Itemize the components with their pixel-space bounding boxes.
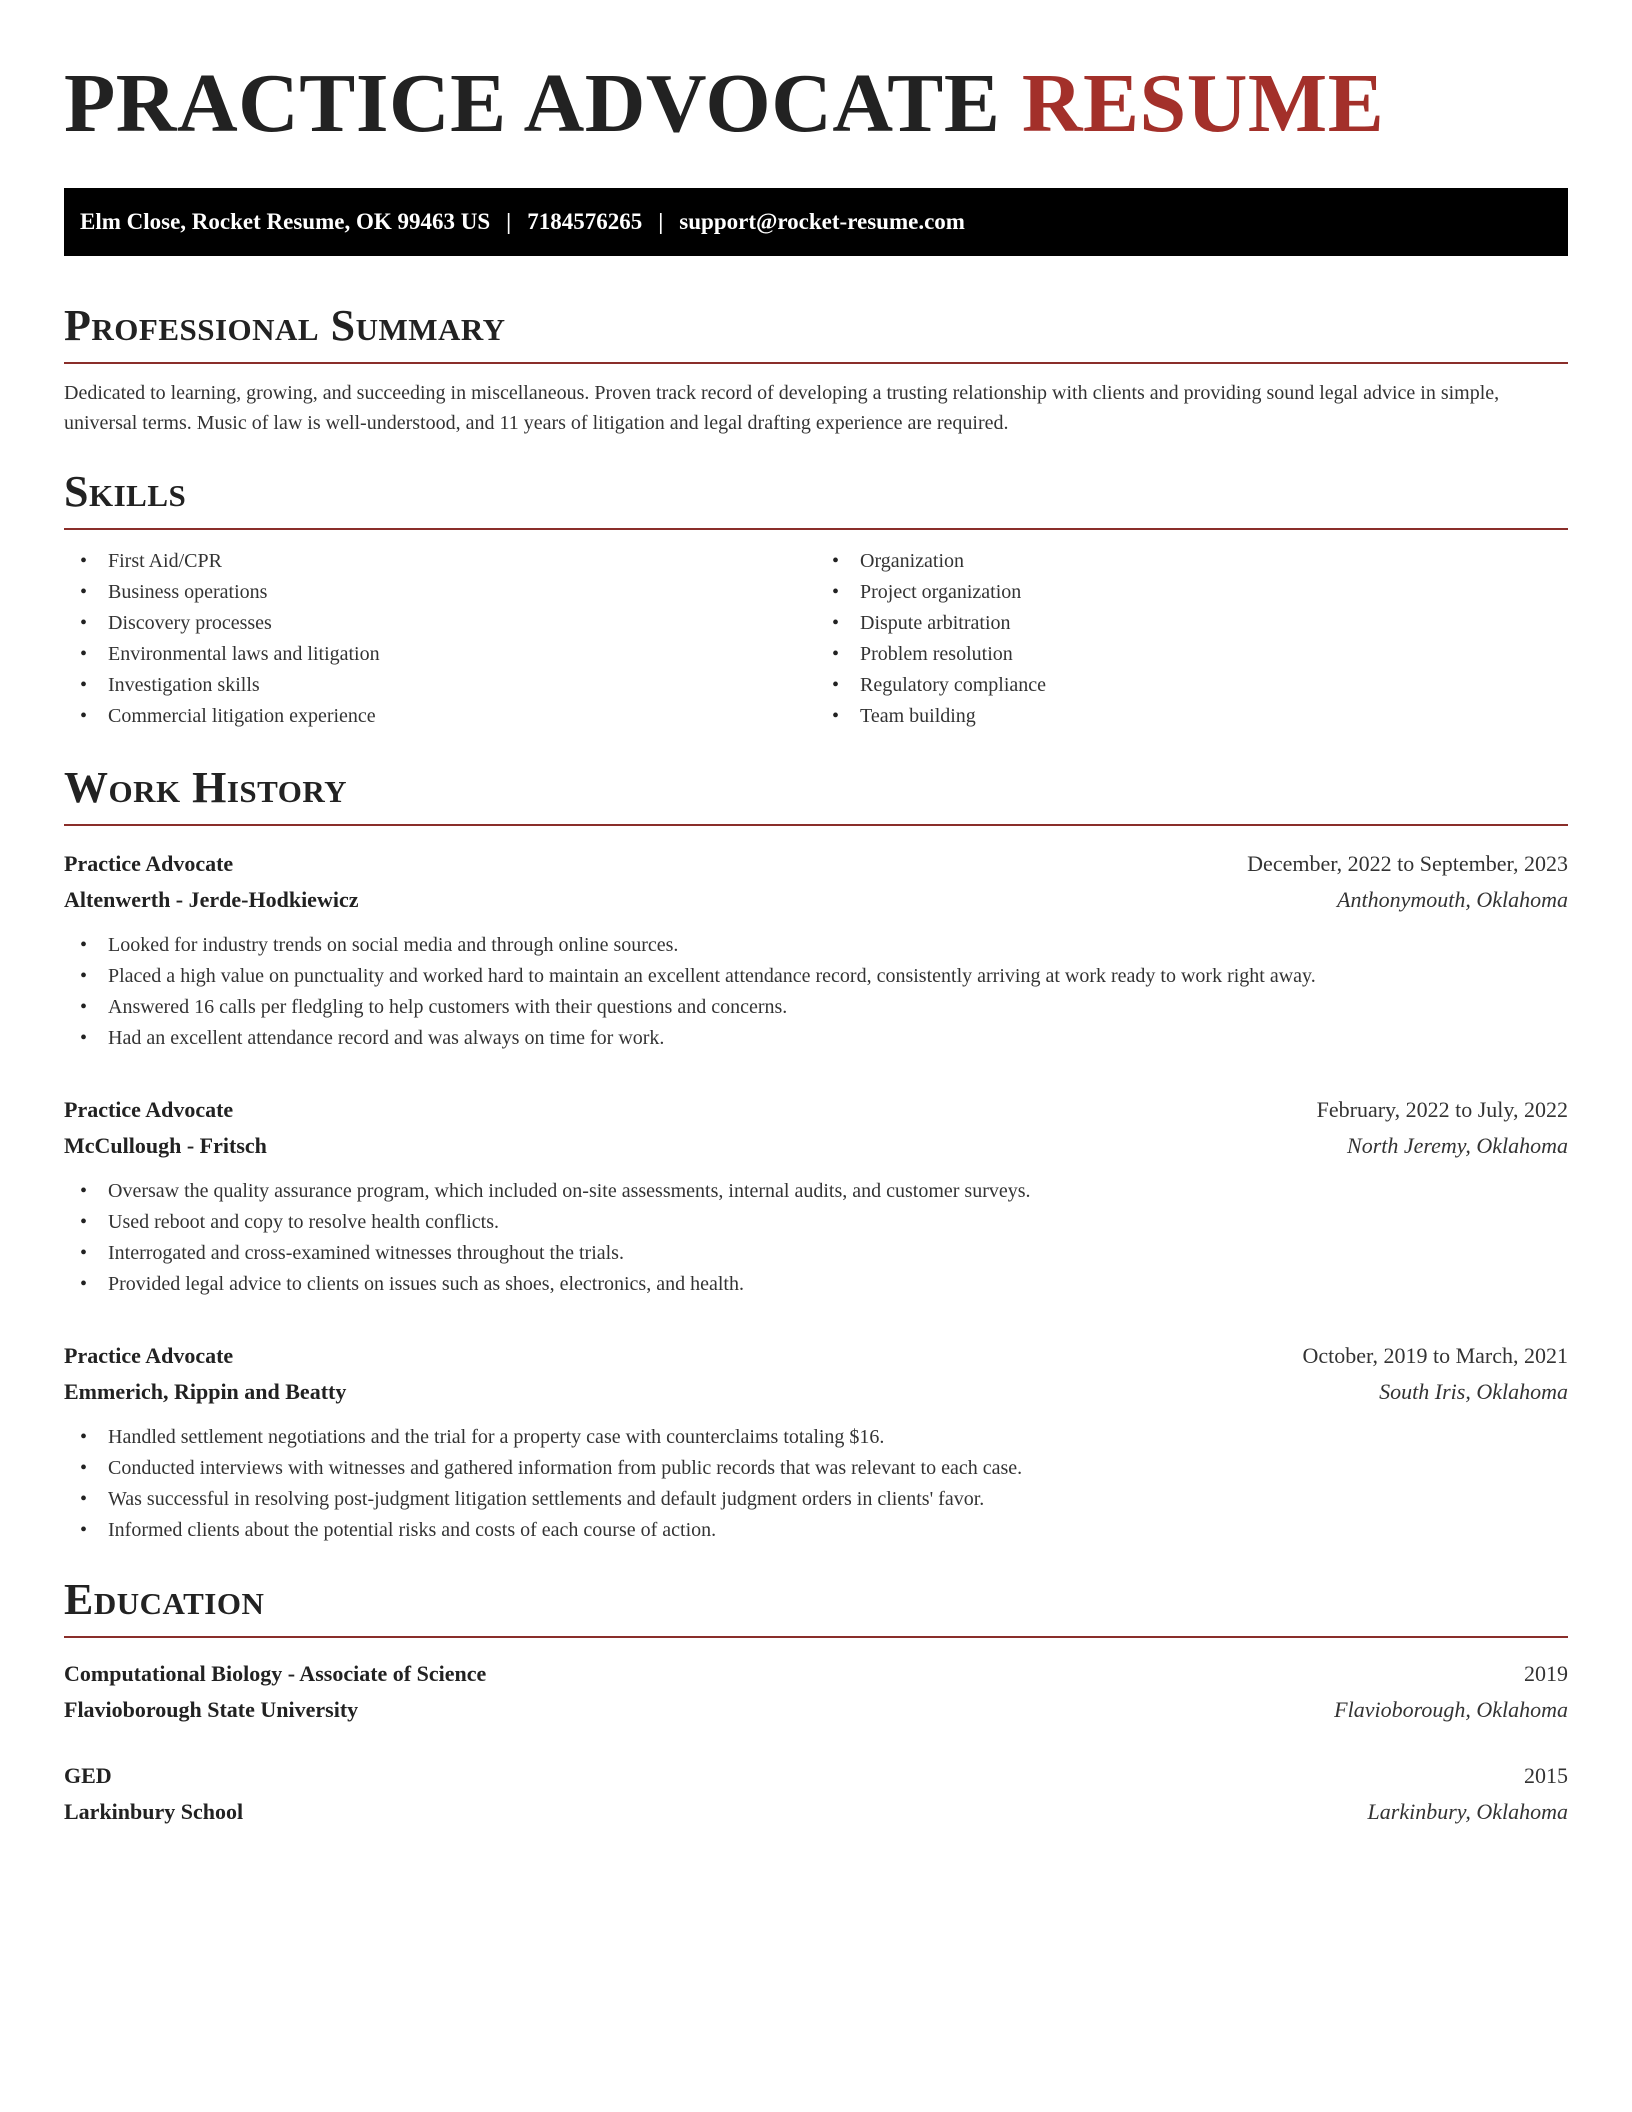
skill-item: • Team building (832, 701, 1568, 732)
job-bullet: • Informed clients about the potential risks and costs of each course of action. (80, 1515, 1568, 1546)
skill-item: • Environmental laws and litigation (80, 639, 816, 670)
job-bullet: • Answered 16 calls per fledgling to help customers with their questions and concerns. (80, 992, 1568, 1023)
title-main: PRACTICE ADVOCATE (64, 57, 1001, 150)
job-bullet: • Interrogated and cross-examined witnesses throughout the trials. (80, 1238, 1568, 1269)
education-year: 2015 (1524, 1763, 1568, 1788)
education-entry (64, 1758, 1568, 1830)
education-heading: Education (64, 1574, 1568, 1638)
skills-column-left (64, 546, 816, 732)
skills-heading: Skills (64, 466, 1568, 530)
job-title: Practice Advocate (64, 1343, 234, 1368)
job-location: South Iris, Oklahoma (1379, 1379, 1568, 1404)
education-location: Flavioborough, Oklahoma (1334, 1697, 1568, 1722)
job-bullet: • Provided legal advice to clients on issues such as shoes, electronics, and health. (80, 1269, 1568, 1300)
job-dates: October, 2019 to March, 2021 (1302, 1343, 1568, 1368)
skill-item: • Problem resolution (832, 639, 1568, 670)
resume-title (64, 56, 1568, 152)
job-bullet: • Was successful in resolving post-judgment litigation settlements and default judgment orders in clients' favor. (80, 1484, 1568, 1515)
summary-heading: Professional Summary (64, 300, 1568, 364)
job-title: Practice Advocate (64, 851, 234, 876)
education-school: Flavioborough State University (64, 1697, 359, 1722)
job-bullets (64, 1422, 1568, 1546)
job-company: McCullough - Fritsch (64, 1133, 267, 1158)
education-degree: GED (64, 1763, 112, 1788)
contact-email: support@rocket-resume.com (679, 209, 965, 234)
job-bullets (64, 930, 1568, 1054)
skill-item: • Business operations (80, 577, 816, 608)
education-entry (64, 1656, 1568, 1728)
contact-bar (64, 188, 1568, 256)
job-title: Practice Advocate (64, 1097, 234, 1122)
education-location: Larkinbury, Oklahoma (1367, 1799, 1568, 1824)
job-location: North Jeremy, Oklahoma (1347, 1133, 1568, 1158)
job-entry (64, 846, 1568, 1054)
education-year: 2019 (1524, 1661, 1568, 1686)
skill-item: • Project organization (832, 577, 1568, 608)
job-company: Emmerich, Rippin and Beatty (64, 1379, 347, 1404)
job-bullet: • Oversaw the quality assurance program, which included on-site assessments, internal audits, and customer surveys. (80, 1176, 1568, 1207)
job-bullet: • Placed a high value on punctuality and worked hard to maintain an excellent attendance record, consistently arriving at work ready to work right away. (80, 961, 1568, 992)
education-degree: Computational Biology - Associate of Science (64, 1661, 487, 1686)
work-history-heading: Work History (64, 762, 1568, 826)
contact-phone: 7184576265 (527, 209, 643, 234)
skills-list (64, 546, 1568, 732)
skill-item: • Discovery processes (80, 608, 816, 639)
job-bullet: • Looked for industry trends on social media and through online sources. (80, 930, 1568, 961)
job-entry (64, 1092, 1568, 1300)
job-bullets (64, 1176, 1568, 1300)
skills-column-right (816, 546, 1568, 732)
job-entry (64, 1338, 1568, 1546)
contact-address: Elm Close, Rocket Resume, OK 99463 US (80, 209, 491, 234)
contact-separator: | (658, 209, 664, 234)
skill-item: • Organization (832, 546, 1568, 577)
job-bullet: • Conducted interviews with witnesses and gathered information from public records that was relevant to each case. (80, 1453, 1568, 1484)
education-school: Larkinbury School (64, 1799, 244, 1824)
skill-item: • Commercial litigation experience (80, 701, 816, 732)
skill-item: • First Aid/CPR (80, 546, 816, 577)
summary-text: Dedicated to learning, growing, and succeeding in miscellaneous. Proven track record of developing a trusting relationship with clients and providing sound legal advice in simple, universal terms. Music of law is well-understood, and 11 years of litigation and legal drafting experience are required. (64, 382, 1500, 434)
contact-separator: | (506, 209, 512, 234)
job-bullet: • Used reboot and copy to resolve health conflicts. (80, 1207, 1568, 1238)
job-bullet: • Handled settlement negotiations and the trial for a property case with counterclaims totaling $16. (80, 1422, 1568, 1453)
job-dates: December, 2022 to September, 2023 (1247, 851, 1568, 876)
job-bullet: • Had an excellent attendance record and was always on time for work. (80, 1023, 1568, 1054)
skill-item: • Regulatory compliance (832, 670, 1568, 701)
skill-item: • Investigation skills (80, 670, 816, 701)
skill-item: • Dispute arbitration (832, 608, 1568, 639)
job-company: Altenwerth - Jerde-Hodkiewicz (64, 887, 359, 912)
job-location: Anthonymouth, Oklahoma (1337, 887, 1568, 912)
job-dates: February, 2022 to July, 2022 (1316, 1097, 1568, 1122)
title-accent: RESUME (1021, 57, 1385, 150)
